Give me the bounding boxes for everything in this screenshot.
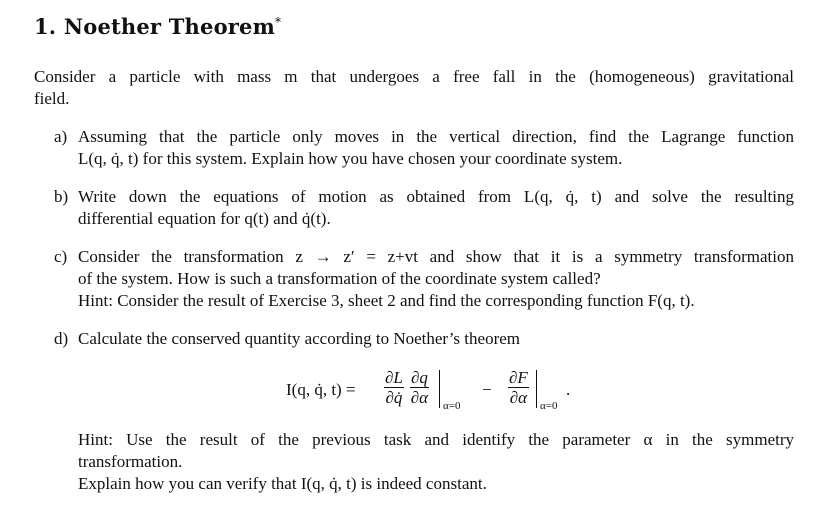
evaluation-subscript-1: α=0 — [443, 400, 461, 412]
hint-line-2: transformation. — [78, 452, 183, 471]
item-d-label: d) — [54, 329, 69, 348]
evaluation-bar-1 — [439, 370, 440, 408]
exercise-number: 1. — [34, 14, 57, 39]
intro-paragraph — [34, 66, 794, 110]
exercise-title — [34, 14, 281, 39]
fraction-dL-dqdot — [384, 368, 404, 407]
item-d — [54, 328, 794, 350]
intro-line-1: Consider a particle with mass m that undergoes a free fall in the (homogeneous) gravitational — [34, 67, 794, 86]
item-d-hint — [78, 429, 794, 495]
footnote-mark: * — [275, 15, 282, 29]
fraction-dq-dalpha-denominator: ∂α — [410, 388, 429, 407]
fraction-dF-dalpha-numerator: ∂F — [509, 368, 528, 387]
evaluation-bar-2 — [536, 370, 537, 408]
exercise-title-text: Noether Theorem — [63, 14, 276, 39]
item-c-line-2: of the system. How is such a transformation of the coordinate system called? — [78, 269, 601, 288]
item-c-line-1: Consider the transformation z → z′ = z+vt and show that it is a symmetry transformation — [78, 247, 794, 266]
hint-line-3: Explain how you can verify that I(q, q̇, t) is indeed constant. — [78, 474, 487, 493]
item-c — [54, 246, 794, 312]
evaluation-subscript-2: α=0 — [540, 400, 558, 412]
item-b-line-2: differential equation for q(t) and q̇(t). — [78, 209, 331, 228]
item-a — [54, 126, 794, 170]
intro-line-2: field. — [34, 89, 70, 108]
minus-sign: − — [482, 380, 492, 399]
fraction-dq-dalpha-numerator: ∂q — [411, 368, 428, 387]
item-c-label: c) — [54, 247, 68, 266]
item-b — [54, 186, 794, 230]
fraction-dF-dalpha — [508, 368, 529, 407]
hint-line-1: Hint: Use the result of the previous task and identify the parameter α in the symmetry — [78, 430, 794, 449]
item-b-line-1: Write down the equations of motion as obtained from L(q, q̇, t) and solve the resulting — [78, 187, 794, 206]
item-c-line-3: Hint: Consider the result of Exercise 3, sheet 2 and find the corresponding function F(q, t). — [78, 291, 695, 310]
fraction-dL-dqdot-numerator: ∂L — [385, 368, 403, 387]
fraction-dF-dalpha-denominator: ∂α — [509, 388, 528, 407]
fraction-dq-dalpha — [410, 368, 429, 407]
formula-period: . — [566, 380, 571, 399]
item-d-line-1: Calculate the conserved quantity according to Noether’s theorem — [78, 329, 520, 348]
item-a-line-1: Assuming that the particle only moves in the vertical direction, find the Lagrange function — [78, 127, 794, 146]
fraction-dL-dqdot-denominator: ∂q̇ — [385, 388, 403, 407]
item-a-line-2: L(q, q̇, t) for this system. Explain how you have chosen your coordinate system. — [78, 149, 623, 168]
item-b-label: b) — [54, 187, 69, 206]
formula-lhs: I(q, q̇, t) = — [286, 380, 356, 399]
item-a-label: a) — [54, 127, 68, 146]
